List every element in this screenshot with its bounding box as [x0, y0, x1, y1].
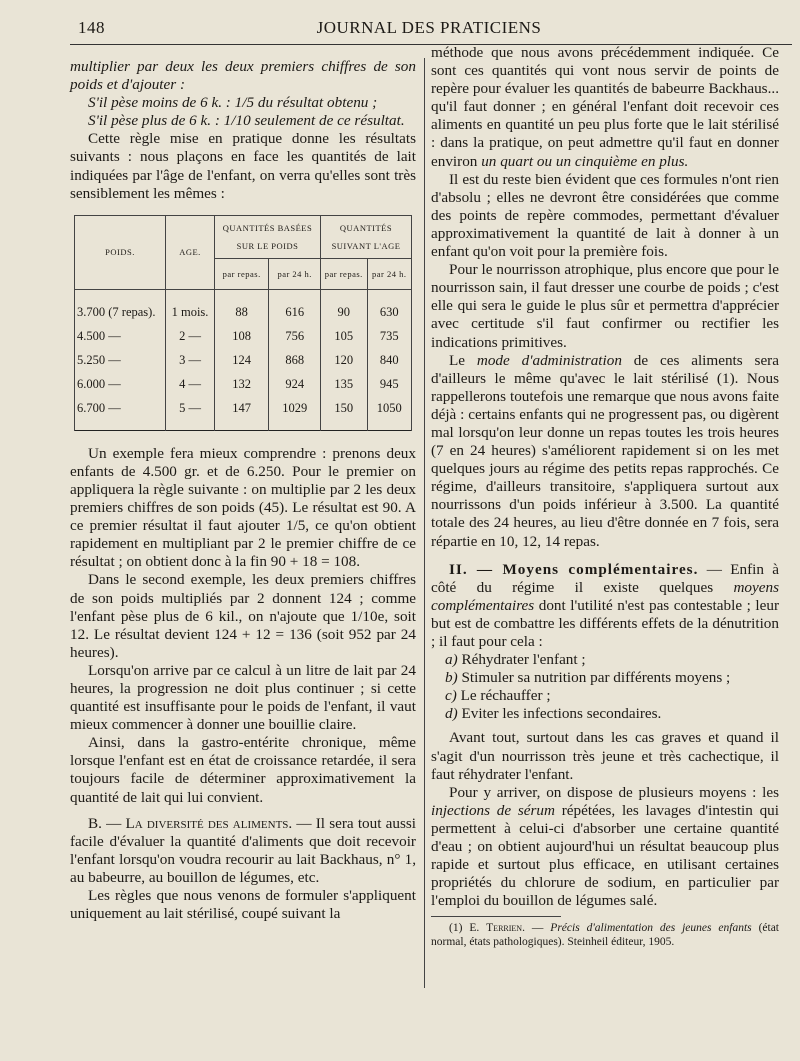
- paragraph: Les règles que nous venons de formuler s'appliquent uniquement au lait stérilisé, coupé suivant la: [70, 887, 416, 923]
- table-cell: 924: [269, 372, 321, 396]
- remedy-list: [431, 651, 779, 723]
- table-cell: 135: [321, 372, 367, 396]
- journal-title: JOURNAL DES PRATICIENS: [316, 18, 542, 37]
- book-title: Précis d'alimentation des jeunes enfants: [550, 922, 752, 935]
- table-cell: 756: [269, 324, 321, 348]
- table-cell: 840: [367, 348, 412, 372]
- table-cell: 6.000 —: [75, 372, 166, 396]
- section-title: La diversité des aliments.: [125, 814, 293, 832]
- table-cell: 108: [215, 324, 269, 348]
- section-ii-paragraph: [431, 561, 779, 651]
- text-run: Le: [449, 351, 477, 369]
- table-cell: 5.250 —: [75, 348, 166, 372]
- paragraph: [431, 44, 779, 171]
- column-divider: [424, 58, 425, 988]
- list-item: [431, 651, 779, 669]
- paragraph: S'il pèse moins de 6 k. : 1/5 du résultat obtenu ;: [88, 94, 378, 112]
- table-cell: 3.700 (7 repas).: [75, 300, 166, 324]
- table-cell: 3 —: [166, 348, 215, 372]
- table-cell: 735: [367, 324, 412, 348]
- table-row: [75, 324, 412, 348]
- table-cell: 147: [215, 396, 269, 420]
- table-cell: 105: [321, 324, 367, 348]
- table-cell: 5 —: [166, 396, 215, 420]
- italic-run: mode d'administration: [476, 351, 622, 369]
- list-text: Eviter les infections secondaires.: [457, 705, 662, 723]
- list-item: [431, 687, 779, 705]
- table-cell: 1050: [367, 396, 412, 420]
- list-letter: c): [445, 687, 457, 705]
- list-letter: d): [445, 705, 458, 723]
- page-number: 148: [78, 18, 105, 37]
- table-cell: 124: [215, 348, 269, 372]
- table-cell: 4.500 —: [75, 324, 166, 348]
- section-b-paragraph: [70, 815, 416, 887]
- text-run: de ces aliments sera d'ailleurs le même qu'avec le lait stérilisé (1). Nous rappellerons toutefois une remarque que nous avons faite déjà : certains enfants qui ne progressent pas, ou digèrent mal lorsqu'on leur donne un repas toutes les trois heures (7 en 24 heures) s'améliorent rapidement si on les met quelques jours au régime des petits repas rapprochés. Ce régime, d'ailleurs transitoire, s'appliquera surtout aux nourrissons d'un poids inférieur à 3.500. La quantité totale des 24 heures, au lieu d'être donnée en 7 fois, sera répartie en 10, 12, 14 repas.: [431, 351, 779, 550]
- table-row: [75, 348, 412, 372]
- table-cell: 868: [269, 348, 321, 372]
- table-subheader: par repas.: [215, 258, 269, 289]
- footnote: [431, 921, 779, 949]
- text-run: —: [524, 922, 551, 935]
- section-number: II. —: [449, 560, 503, 578]
- list-letter: b): [445, 669, 458, 687]
- table-header-poids: POIDS.: [75, 215, 166, 289]
- paragraph: Avant tout, surtout dans les cas graves et quand il s'agit d'un nourrisson très jeune et très cachectique, il faut réhydrater l'enfant.: [431, 729, 779, 783]
- paragraph: multiplier par deux les deux premiers chiffres de son poids et d'ajouter :: [70, 58, 416, 94]
- table-header-group-age: QUANTITÉS SUIVANT L'AGE: [321, 215, 412, 258]
- list-text: Le réchauffer ;: [456, 687, 551, 705]
- table-cell: 1029: [269, 396, 321, 420]
- text-run: dont l'utilité n'est pas contestable ; leur but est de combattre les différents effets de la dénutrition ; il faut pour cela :: [431, 596, 779, 650]
- paragraph: Lorsqu'on arrive par ce calcul à un litre de lait par 24 heures, la progression ne doit plus continuer ; si cette quantité est insuffisante pour le poids de l'enfant, il vaut mieux commencer à donner une bouillie claire.: [70, 661, 416, 734]
- list-item: [431, 669, 779, 687]
- table-cell: 1 mois.: [166, 300, 215, 324]
- footnote-rule: [431, 916, 561, 917]
- table-cell: 945: [367, 372, 412, 396]
- table-cell: 90: [321, 300, 367, 324]
- page-header: [70, 18, 788, 40]
- italic-run: injections de sérum: [431, 801, 555, 819]
- paragraph: Dans le second exemple, les deux premiers chiffres de son poids multipliés par 2 donnent 124 ; comme l'enfant pèse plus de 6 kil., on n'ajoute que 1/10e, soit 12. Le résultat devient 124 + 12 = 136 (soit 952 par 24 heures).: [70, 571, 416, 661]
- paragraph: Pour le nourrisson atrophique, plus encore que pour le nourrisson sain, il faut dresser une courbe de poids ; c'est elle qui sera le guide le plus sûr et permettra d'apprécier avec certitude s'il faut confirmer ou rectifier les indications primitives.: [431, 261, 779, 351]
- italic-run: un quart ou un cinquième en plus.: [481, 152, 689, 170]
- section-title: Moyens complémentaires.: [502, 560, 699, 578]
- table-cell: 630: [367, 300, 412, 324]
- text-run: (1) E.: [449, 922, 487, 935]
- list-text: Réhydrater l'enfant ;: [457, 651, 586, 669]
- table-row: [75, 372, 412, 396]
- text-run: (état normal, états pathologiques). Steinheil éditeur, 1905.: [431, 922, 779, 949]
- paragraph: Il est du reste bien évident que ces formules n'ont rien d'absolu ; elles ne devront être considérées que comme des points de repère commodes, permettant d'évaluer approximativement la quantité de lait à donner à un enfant qu'on voit pour la première fois.: [431, 170, 779, 261]
- section-number: B. —: [88, 814, 126, 832]
- paragraph: Un exemple fera mieux comprendre : prenons deux enfants de 4.500 gr. et de 6.250. Pour le premier on appliquera la règle suivante : on multiplie par 2 les deux premiers chiffres de son poids (45). Le résultat est 90. A ce premier résultat il faut ajouter 1/5, ce qu'on obtient rapidement en multipliant par 2 le premier chiffre de ce résultat ; on obtient donc à la fin 90 + 18 = 108.: [70, 444, 416, 571]
- table-cell: 616: [269, 300, 321, 324]
- paragraph: [431, 784, 779, 911]
- table-cell: 88: [215, 300, 269, 324]
- table-cell: 120: [321, 348, 367, 372]
- paragraph: Cette règle mise en pratique donne les résultats suivants : nous plaçons en face les quantités de lait indiquées par l'âge de l'enfant, on verra qu'elles sont très sensiblement les mêmes :: [70, 130, 416, 202]
- list-item: [431, 705, 779, 723]
- table-cell: 6.700 —: [75, 396, 166, 420]
- author-name: Terrien.: [486, 922, 525, 935]
- text-run: répétées, les lavages d'intestin qui permettent à celui-ci d'absorber une certaine quantité d'eau ; on obtient aujourd'hui un résultat beaucoup plus rapide et surtout plus efficace, en utilisant certaines propriétés du chlorure de sodium, en particulier par l'emploi du bouillon de légumes salé.: [431, 801, 779, 910]
- table-cell: 4 —: [166, 372, 215, 396]
- text-run: méthode que nous avons précédemment indiquée. Ce sont ces quantités qui vont nous servir de points de repère pour évaluer les quantités de babeurre Backhaus... qu'il faut donner ; en général l'enfant doit recevoir ces aliments en quantité un peu plus forte que le lait stérilisé : dans la pratique, on peut admettre qu'il faut en donner environ: [431, 44, 779, 170]
- table-header-group-weight: QUANTITÉS BASÉES SUR LE POIDS: [215, 215, 321, 258]
- text-run: Pour y arriver, on dispose de plusieurs moyens : les: [449, 783, 779, 801]
- italic-run: moyens complémentaires: [431, 578, 779, 614]
- right-column: [431, 44, 779, 949]
- paragraph: [431, 352, 779, 551]
- section-text: — Il sera tout aussi facile d'évaluer la quantité d'aliments que doit recevoir l'enfant lorsqu'on voudra recourir au lait Backhaus, n° 1, au babeurre, au bouillon de légumes, etc.: [70, 814, 416, 886]
- quantities-table: [74, 215, 412, 431]
- table-cell: 2 —: [166, 324, 215, 348]
- table-cell: 132: [215, 372, 269, 396]
- table-header-age: AGE.: [166, 215, 215, 289]
- list-letter: a): [445, 651, 458, 669]
- table-row: [75, 396, 412, 420]
- table-subheader: par repas.: [321, 258, 367, 289]
- table-row: [75, 300, 412, 324]
- list-text: Stimuler sa nutrition par différents moyens ;: [457, 669, 731, 687]
- text-run: — Enfin à côté du régime il existe quelques: [431, 560, 779, 596]
- table-subheader: par 24 h.: [269, 258, 321, 289]
- paragraph: Ainsi, dans la gastro-entérite chronique, même lorsque l'enfant est en état de croissance retardée, il sera toujours facile de déterminer approximativement la quantité de lait qui lui convient.: [70, 734, 416, 806]
- table-cell: 150: [321, 396, 367, 420]
- paragraph: S'il pèse plus de 6 k. : 1/10 seulement de ce résultat.: [88, 112, 405, 130]
- left-column: [70, 58, 416, 923]
- table-subheader: par 24 h.: [367, 258, 412, 289]
